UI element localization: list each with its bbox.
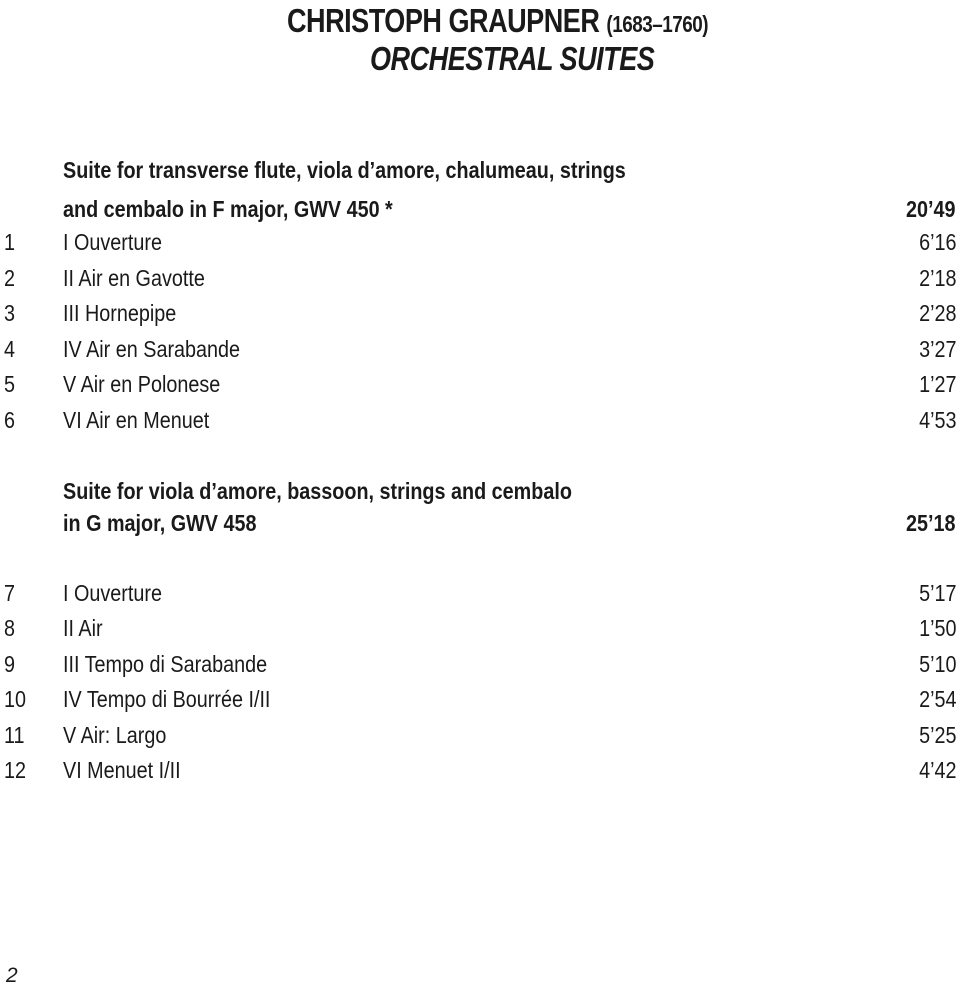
track-row (0, 686, 960, 716)
track-duration: 2’28 (918, 300, 956, 326)
track-duration: 5’25 (918, 722, 956, 748)
track-duration: 2’54 (918, 686, 956, 712)
suite-2-title-line-1: Suite for viola d’amore, bassoon, strings and cembalo (63, 478, 572, 504)
track-title: II Air (63, 615, 103, 641)
track-title: II Air en Gavotte (63, 265, 205, 291)
track-row (0, 580, 960, 610)
track-row (0, 265, 960, 295)
track-duration: 4’42 (918, 757, 956, 783)
track-number: 8 (4, 615, 16, 641)
track-number: 12 (4, 757, 27, 783)
track-row (0, 722, 960, 752)
track-number: 7 (4, 580, 16, 606)
track-title: III Tempo di Sarabande (63, 651, 268, 677)
track-duration: 1’50 (918, 615, 956, 641)
track-duration: 2’18 (918, 265, 956, 291)
track-title: I Ouverture (63, 580, 162, 606)
suite-2-title-line-2: in G major, GWV 458 (63, 510, 257, 536)
track-row (0, 336, 960, 366)
composer-name: CHRISTOPH GRAUPNER (287, 2, 600, 39)
track-number: 3 (4, 300, 16, 326)
composer-dates: (1683–1760) (606, 11, 708, 37)
track-duration: 4’53 (918, 407, 956, 433)
track-row (0, 757, 960, 787)
suite-1-total-duration: 20’49 (906, 196, 956, 222)
track-title: VI Air en Menuet (63, 407, 210, 433)
page-number: 2 (6, 964, 18, 987)
page-subtitle: ORCHESTRAL SUITES (370, 40, 655, 77)
composer-heading (287, 2, 708, 40)
track-number: 9 (4, 651, 16, 677)
track-row (0, 300, 960, 330)
track-number: 11 (4, 722, 25, 748)
track-row (0, 615, 960, 645)
track-duration: 1’27 (918, 371, 956, 397)
track-row (0, 407, 960, 437)
track-title: IV Air en Sarabande (63, 336, 241, 362)
suite-2-total-duration: 25’18 (906, 510, 956, 536)
track-title: IV Tempo di Bourrée I/II (63, 686, 271, 712)
track-title: VI Menuet I/II (63, 757, 181, 783)
track-title: I Ouverture (63, 229, 162, 255)
track-number: 1 (4, 229, 16, 255)
track-duration: 5’10 (918, 651, 956, 677)
track-row (0, 651, 960, 681)
track-row (0, 371, 960, 401)
track-number: 10 (4, 686, 27, 712)
suite-1-title-line-1: Suite for transverse flute, viola d’amore, chalumeau, strings (63, 157, 626, 183)
suite-1-title-line-2: and cembalo in F major, GWV 450 * (63, 196, 393, 222)
track-duration: 5’17 (918, 580, 956, 606)
track-number: 6 (4, 407, 16, 433)
track-number: 2 (4, 265, 16, 291)
track-title: III Hornepipe (63, 300, 177, 326)
track-title: V Air: Largo (63, 722, 167, 748)
track-number: 4 (4, 336, 16, 362)
track-row (0, 229, 960, 259)
track-number: 5 (4, 371, 16, 397)
track-title: V Air en Polonese (63, 371, 221, 397)
track-duration: 6’16 (918, 229, 956, 255)
track-duration: 3’27 (918, 336, 956, 362)
